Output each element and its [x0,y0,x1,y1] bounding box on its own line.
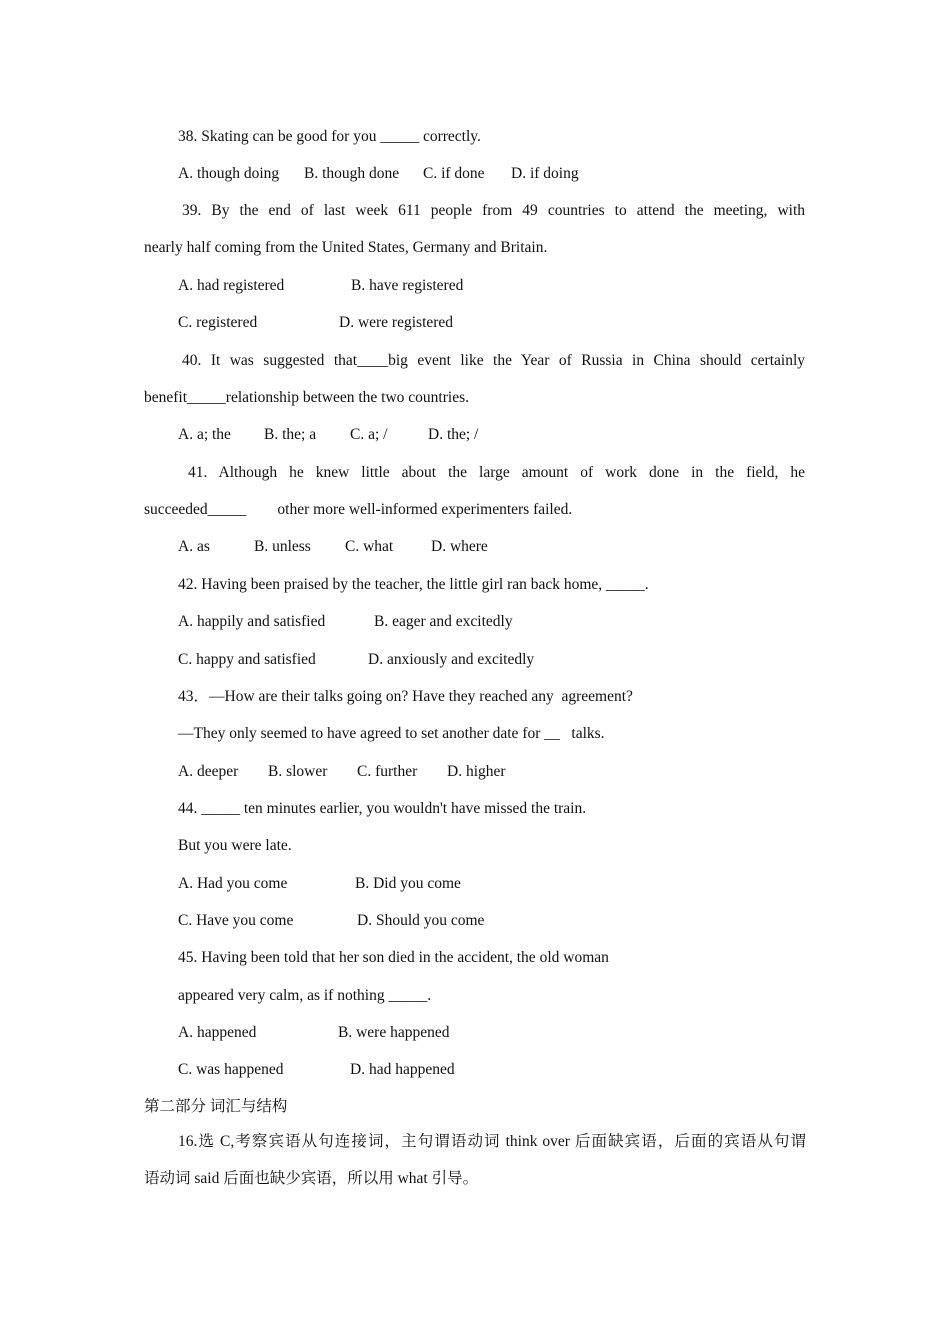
question-45-option-d: D. had happened [350,1061,455,1078]
question-42-stem: 42. Having been praised by the teacher, the little girl ran back home, _____. [178,576,649,593]
question-40-option-b: B. the; a [264,426,317,443]
question-39-option-a: A. had registered [178,277,285,294]
question-41-option-d: D. where [431,538,488,555]
answer-16-line1: 16.选 C,考察宾语从句连接词，主句谓语动词 think over 后面缺宾语，后面的宾语从句谓 [178,1133,806,1150]
question-42-option-a: A. happily and satisfied [178,613,326,630]
question-44-option-d: D. Should you come [357,912,485,929]
section-heading: 第二部分 词汇与结构 [144,1098,288,1115]
question-42-option-d: D. anxiously and excitedly [368,651,535,668]
question-44-option-a: A. Had you come [178,875,288,892]
question-38-option-d: D. if doing [511,165,579,182]
question-41-option-c: C. what [345,538,394,555]
question-40-option-c: C. a; / [350,426,388,443]
question-38-option-b: B. though done [304,165,400,182]
question-41-option-a: A. as [178,538,210,555]
question-38-option-a: A. though doing [178,165,280,182]
answer-16-line2: 语动词 said 后面也缺少宾语，所以用 what 引导。 [144,1170,479,1187]
question-44-stem-line2: But you were late. [178,837,292,854]
question-42-option-b: B. eager and excitedly [374,613,513,630]
question-39-option-c: C. registered [178,314,258,331]
question-39-stem-line1: 39. By the end of last week 611 people from 49 countries to attend the meeting, with [182,202,805,219]
question-41-stem-line2: succeeded_____ other more well-informed experimenters failed. [144,501,573,518]
question-45-stem-line2: appeared very calm, as if nothing _____. [178,987,432,1004]
question-43-option-c: C. further [357,763,418,780]
question-39-stem-line2: nearly half coming from the United States, Germany and Britain. [144,239,548,256]
question-40-stem-line1: 40. It was suggested that____big event like the Year of Russia in China should certainly [182,352,805,369]
question-43-option-d: D. higher [447,763,506,780]
question-44-stem-line1: 44. _____ ten minutes earlier, you wouldn't have missed the train. [178,800,587,817]
question-43-option-a: A. deeper [178,763,239,780]
question-44-option-c: C. Have you come [178,912,294,929]
question-45-option-c: C. was happened [178,1061,284,1078]
question-38-stem: 38. Skating can be good for you _____ correctly. [178,128,481,145]
question-40-stem-line2: benefit_____relationship between the two countries. [144,389,469,406]
question-43-stem-line1: 43．—How are their talks going on? Have they reached any agreement? [178,688,633,705]
question-40-option-a: A. a; the [178,426,231,443]
question-45-option-a: A. happened [178,1024,257,1041]
question-41-stem-line1: 41. Although he knew little about the large amount of work done in the field, he [188,464,805,481]
question-41-option-b: B. unless [254,538,311,555]
question-43-option-b: B. slower [268,763,328,780]
question-44-option-b: B. Did you come [355,875,461,892]
question-45-option-b: B. were happened [338,1024,450,1041]
question-38-option-c: C. if done [423,165,485,182]
question-43-stem-line2: —They only seemed to have agreed to set another date for __ talks. [178,725,605,742]
question-39-option-d: D. were registered [339,314,454,331]
question-45-stem-line1: 45. Having been told that her son died in the accident, the old woman [178,949,609,966]
question-40-option-d: D. the; / [428,426,479,443]
question-42-option-c: C. happy and satisfied [178,651,316,668]
question-39-option-b: B. have registered [351,277,464,294]
